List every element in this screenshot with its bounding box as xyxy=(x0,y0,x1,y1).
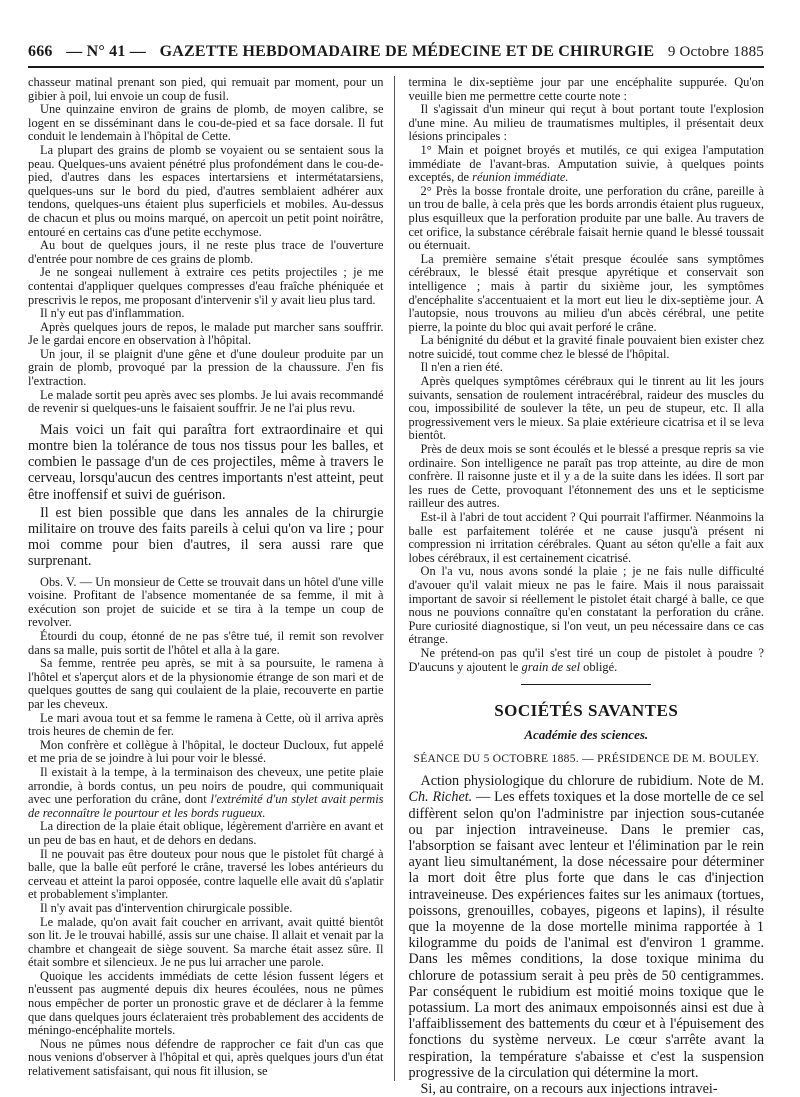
session-heading: SÉANCE DU 5 OCTOBRE 1885. — PRÉSIDENCE DE M. BOULEY. xyxy=(413,753,759,766)
paragraph: Il n'en a rien été. xyxy=(420,360,503,375)
paragraph: Mon confrère et collègue à l'hôpital, le docteur Ducloux, fut appelé et me pria de se joindre à lui pour voir le blessé. xyxy=(28,737,384,766)
paragraph: Près de deux mois se sont écoulés et le blessé a presque repris sa vie ordinaire. Son intelligence ne paraît pas trop atteinte, au dire de mon confrère. Il raisonne juste et il y a de la suite dans les idées. Il sort par les rues de Cette, provoquant l'étonnement des uns et le septicisme railleur des autres. xyxy=(408,442,764,511)
paragraph: Après quelques jours de repos, le malade put marcher sans souffrir. Je le gardai encore en observation à l'hôpital. xyxy=(28,319,384,348)
paragraph: Il n'y avait pas d'intervention chirurgicale possible. xyxy=(40,900,293,915)
paragraph: Un jour, il se plaignit d'une gêne et d'une douleur produite par un grain de plomb, provoqué par la pression de la chaussure. J'en fis l'extraction. xyxy=(28,346,384,389)
paragraph: La bénignité du début et la gravité finale pouvaient bien exister chez notre suicidé, tout comme chez le blessé de l'hôpital. xyxy=(408,333,764,361)
paragraph: Une quinzaine environ de grains de plomb, de moyen calibre, se logent en se disséminant dans le cou-de-pied et sa face dorsale. Il fut conduit le lendemain à l'hôpital de Cette. xyxy=(28,102,384,144)
text-run: Action physiologique du chlorure de rubidium. Note de M. xyxy=(420,773,764,790)
paragraph: termina le dix-septième jour par une encéphalite suppurée. Qu'on veuille bien me permettre cette courte note : xyxy=(408,75,764,103)
paragraph: La première semaine s'était presque écoulée sans symptômes cérébraux, le blessé était presque apyrétique et conservait son intelligence ; mais à partir du sixième jour, les symptômes d'encéphalite s'accentuaient et la mort eut lieu le dix-septième jour. A l'autopsie, nous trouvons au milieu d'un abcès cérébral, une petite pierre, la pointe du bloc qui avait perforé le crâne. xyxy=(408,251,764,334)
right-column xyxy=(408,75,765,1097)
left-column xyxy=(28,76,395,1081)
paragraph: Après quelques symptômes cérébraux qui le tinrent au lit les jours suivants, sensation de roulement intracérébral, raideur des muscles du cou, impossibilité de soulever la tête, un peu de stupeur, etc. Il alla progressivement vers le mieux. Sa plaie extérieure cicatrisa et il se leva bientôt. xyxy=(408,374,764,443)
paragraph xyxy=(28,766,384,820)
section-title: SOCIÉTÉS SAVANTES xyxy=(494,701,679,721)
paragraph-large: Mais voici un fait qui paraîtra fort extraordinaire et qui montre bien la tolérance de tous nos tissus pour les balles, et combien le passage d'un de ces projectiles, même à travers le cerveau, lorsqu'aucun des centres importants n'est atteint, peut être inoffensif et suivi de guérison. xyxy=(28,421,384,503)
italic-text: Ch. Richet. xyxy=(408,789,473,806)
paragraph-large: Il est bien possible que dans les annales de la chirurgie militaire on trouve des faits pareils à celui qu'on va lire ; pour moi comme pour bien d'autres, il sera aussi rare que surprenant. xyxy=(28,504,384,570)
issue-number: — N° 41 — xyxy=(66,43,146,60)
paragraph: Le malade sortit peu après avec ses plombs. Je lui avais recommandé de revenir si quelques-uns le faisaient souffrir. Je ne l'ai plus revu. xyxy=(28,387,384,416)
italic-text: l'extrémité d'un stylet avait permis de reconnaître le pourtour et les bords rugueux. xyxy=(28,792,384,820)
page-number: 666 xyxy=(28,43,53,60)
observation-paragraph: Obs. V. — Un monsieur de Cette se trouvait dans un hôtel d'une ville voisine. Profitant de l'absence momentanée de sa femme, il mit à exécution son projet de suicide et se tira à la tempe un coup de revolver. xyxy=(28,574,384,630)
issue-date: 9 Octobre 1885 xyxy=(667,43,764,60)
paragraph: Il ne pouvait pas être douteux pour nous que le pistolet fût chargé à balle, que la balle eût perforé le crâne, traversé les lobes antérieurs du cerveau et atteint la paroi opposée, contre laquelle elle avait dû s'aplatir et probablement s'implanter. xyxy=(28,846,384,902)
text-run: 1° Main et poignet broyés et mutilés, ce qui exigea l'amputation immédiate de l'avant-bras. Amputation suivie, à quelques points exceptés, de xyxy=(408,142,764,185)
page-header xyxy=(28,38,764,68)
paragraph: Est-il à l'abri de tout accident ? Qui pourrait l'affirmer. Néanmoins la balle est parfaitement tolérée et ne cause jusqu'à présent ni compression ni irritation cérébrales. Quant au séton qu'elle a fait aux lobes cérébraux, il est certainement cicatrisé. xyxy=(408,510,764,565)
paragraph-large xyxy=(409,773,765,1081)
paragraph: La plupart des grains de plomb se voyaient ou se sentaient sous la peau. Quelques-uns avaient pénétré plus profondément dans le cou-de-pied, d'autres dans les espaces intertarsiens et intermétatarsiens, quelques-uns sur le bord du pied, d'autres semblaient adhérer aux tendons, quelques-uns étaient plus superficiels et mobiles. Au-dessus de chacun et plus ou moins marqué, on apercoit un petit point noirâtre, entouré en certains cas d'une petite ecchymose. xyxy=(28,142,384,239)
section-divider xyxy=(521,684,651,685)
paragraph-large: Si, au contraire, on a recours aux injections intravei- xyxy=(420,1080,718,1097)
paragraph: Le malade, qu'on avait fait coucher en arrivant, avait quitté bientôt son lit. Je le trouvai habillé, assis sur une chaise. Il allait et venait par la chambre et changeait de siège souvent. Sa marche était assez sûre. Il était sombre et silencieux. Je ne pus lui arracher une parole. xyxy=(28,914,384,970)
paragraph xyxy=(409,647,765,674)
text-run: obligé. xyxy=(580,659,618,674)
paragraph: Le mari avoua tout et sa femme le ramena à Cette, où il arriva après trois heures de chemin de fer. xyxy=(28,710,384,739)
text-run: Il existait à la tempe, à la terminaison des cheveux, une petite plaie arrondie, à bords contus, un peu noirs de poudre, qui communiquait avec une perforation du crâne, dont xyxy=(28,764,384,807)
paragraph: Au bout de quelques jours, il ne reste plus trace de l'ouverture d'entrée pour nombre de ces grains de plomb. xyxy=(28,238,384,266)
text-run: — Les effets toxiques et la dose mortelle de ce sel diffèrent selon qu'on l'administre par injection sous-cutanée ou par injection intraveineuse. Dans le premier cas, l'absorption se faisant avec lenteur et l'élimination par le rein ayant lieu simultanément, la dose nécessaire pour déterminer la mort doit être plus forte que dans le cas d'injection intraveineuse. Des expériences faites sur les animaux (tortues, poissons, grenouilles, cobayes, pigeons et lapins), il résulte que la moyenne de la dose mortelle minima rapportée à 1 kilogramme du poids de l'animal est d'environ 1 gramme. Dans les mêmes conditions, la dose toxique minima du chlorure de potassium serait à peu près de 50 centigrammes. Par conséquent le rubidium est moitié moins toxique que le potassium. La mort des animaux empoisonnés ainsi est due à l'affaiblissement des battements du cœur et à l'épuisement des fonctions du système nerveux. Le cœur s'arrête avant la respiration, la température s'abaisse et c'est la suspension progressive de la circulation qui détermine la mort. xyxy=(408,789,764,1081)
paragraph: chasseur matinal prenant son pied, qui remuait par moment, pour un gibier à poil, lui envoie un coup de fusil. xyxy=(28,75,384,103)
paragraph: Je ne songeai nullement à extraire ces petits projectiles ; je me contentai d'appliquer quelques compresses d'eau fraîche phéniquée et prescrivis le repos, me proposant d'intervenir s'il y avait lieu plus tard. xyxy=(28,265,384,307)
article-columns xyxy=(28,75,764,1097)
paragraph: La direction de la plaie était oblique, légèrement d'arrière en avant et un peu de bas en haut, et de dehors en dedans. xyxy=(28,819,384,847)
italic-text: réunion immédiate. xyxy=(472,170,569,185)
paragraph: 2° Près la bosse frontale droite, une perforation du crâne, pareille à un trou de balle, à cela près que les bords arrondis étaient plus rugueux, plus esquilleux que la perforation produite par une balle. Au travers de cet orifice, la substance cérébrale faisait hernie quand le blessé toussait ou éternuait. xyxy=(408,183,764,253)
journal-title: GAZETTE HEBDOMADAIRE DE MÉDECINE ET DE CHIRURGIE xyxy=(159,43,655,60)
italic-text: grain de sel xyxy=(521,659,581,674)
paragraph: Il n'y eut pas d'inflammation. xyxy=(40,306,185,321)
paragraph: Il s'agissait d'un mineur qui reçut à bout portant toute l'explosion d'une mine. Au milieu de traumatismes multiples, il présentait deux lésions principales : xyxy=(408,102,764,144)
paragraph: Quoique les accidents immédiats de cette lésion fussent légers et n'eussent pas augmenté depuis dix heures écoulées, nous ne pûmes nous empêcher de porter un pronostic grave et de déclarer à la femme que dans quelques jours éclateraient très probablement des accidents de méningo-encéphalite mortels. xyxy=(28,968,384,1038)
paragraph xyxy=(409,144,765,185)
subsection-title: Académie des sciences. xyxy=(524,727,649,743)
paragraph: Étourdi du coup, étonné de ne pas s'être tué, il remit son revolver dans sa malle, puis sortit de l'hôtel et alla à la gare. xyxy=(28,629,384,657)
paragraph: Sa femme, rentrée peu après, se mit à sa poursuite, le ramena à l'hôtel et s'aperçut alors et de la physionomie étrange de son mari et de quelques gouttes de sang qui coulaient de la plaie, recouverte en partie par les cheveux. xyxy=(28,656,384,712)
paragraph: Nous ne pûmes nous défendre de rapprocher ce fait d'un cas que nous venions d'observer à l'hôpital et qui, après quelques jours d'un état relativement satisfaisant, qui nous fit illusion, se xyxy=(28,1036,384,1079)
paragraph: On l'a vu, nous avons sondé la plaie ; je ne fais nulle difficulté d'avouer qu'il valait mieux ne pas le faire. Mais il nous paraissait important de savoir si réellement le pistolet était chargé à balle, ce que nous ne pouvions connaître qu'en constatant la perforation du crâne. Pure curiosité diagnostique, si l'on veut, un peu nécessaire dans ce cas étrange. xyxy=(408,564,764,647)
text-run: Ne prétend-on pas qu'il s'est tiré un coup de pistolet à poudre ? D'aucuns y ajoutent le xyxy=(408,645,764,674)
